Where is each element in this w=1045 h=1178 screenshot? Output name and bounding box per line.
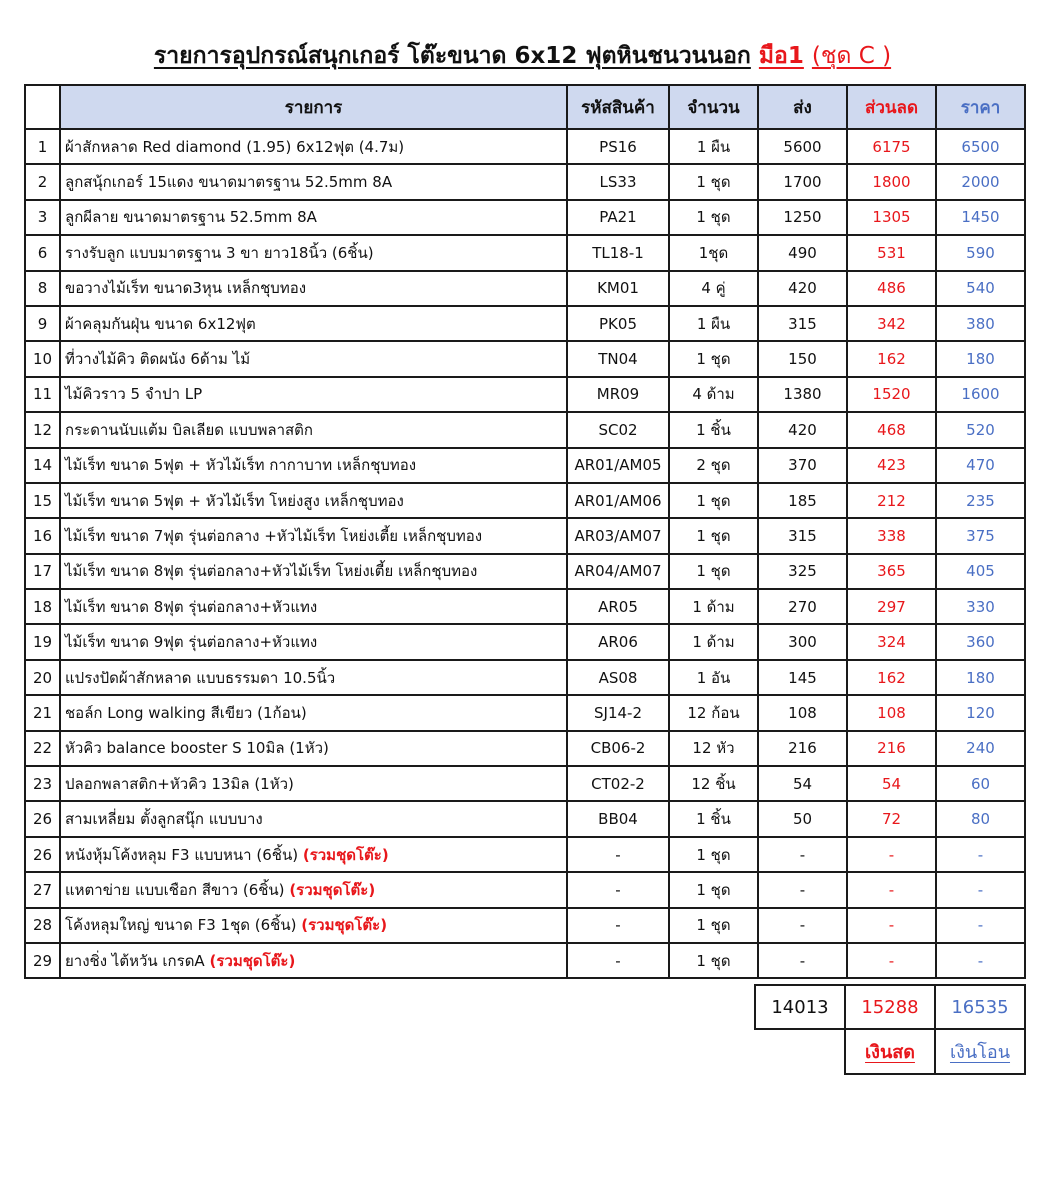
table-row	[25, 801, 1025, 836]
row-item-label: ผ้าคลุมกันฝุ่น ขนาด 6x12ฟุต	[65, 314, 256, 333]
row-item-label: ลูกสนุ้กเกอร์ 15แดง ขนาดมาตรฐาน 52.5mm 8A	[65, 173, 393, 192]
row-number: 28	[25, 908, 60, 943]
row-price: 330	[936, 589, 1025, 624]
row-discount: 297	[847, 589, 936, 624]
table-row	[25, 624, 1025, 659]
row-code: TN04	[567, 341, 669, 376]
table-row	[25, 412, 1025, 447]
table-row	[25, 483, 1025, 518]
table-row	[25, 943, 1025, 978]
row-qty: 1 ด้าม	[669, 589, 758, 624]
table-row	[25, 377, 1025, 412]
row-ship: -	[758, 908, 847, 943]
row-qty: 1 ชุด	[669, 164, 758, 199]
total-ship: 14013	[755, 985, 845, 1029]
row-qty: 12 หัว	[669, 731, 758, 766]
header-discount: ส่วนลด	[847, 85, 936, 129]
row-qty: 1 อัน	[669, 660, 758, 695]
row-item-label: ปลอกพลาสติก+หัวคิว 13มิล (1หัว)	[65, 774, 294, 793]
header-qty: จำนวน	[669, 85, 758, 129]
row-code: AR04/AM07	[567, 554, 669, 589]
row-qty: 12 ชิ้น	[669, 766, 758, 801]
header-item: รายการ	[60, 85, 567, 129]
row-number: 20	[25, 660, 60, 695]
table-row	[25, 341, 1025, 376]
row-item-name	[60, 448, 567, 483]
row-item-name	[60, 943, 567, 978]
row-discount: 108	[847, 695, 936, 730]
row-code: MR09	[567, 377, 669, 412]
row-price: 520	[936, 412, 1025, 447]
row-code: KM01	[567, 271, 669, 306]
row-qty: 1 ชุด	[669, 341, 758, 376]
row-item-label: ลูกผีลาย ขนาดมาตรฐาน 52.5mm 8A	[65, 208, 317, 227]
row-qty: 4 ด้าม	[669, 377, 758, 412]
row-item-label: แหตาข่าย แบบเชือก สีขาว (6ชิ้น)	[65, 880, 285, 899]
row-ship: 370	[758, 448, 847, 483]
total-discount: 15288	[845, 985, 935, 1029]
row-ship: 315	[758, 518, 847, 553]
row-number: 11	[25, 377, 60, 412]
totals-row	[755, 985, 1025, 1029]
row-code: SJ14-2	[567, 695, 669, 730]
row-ship: 1250	[758, 200, 847, 235]
row-price: -	[936, 872, 1025, 907]
row-item-name	[60, 235, 567, 270]
row-price: 1600	[936, 377, 1025, 412]
header-ship: ส่ง	[758, 85, 847, 129]
row-code: -	[567, 908, 669, 943]
row-ship: 54	[758, 766, 847, 801]
row-code: SC02	[567, 412, 669, 447]
row-qty: 1 ด้าม	[669, 624, 758, 659]
total-price: 16535	[935, 985, 1025, 1029]
row-item-name	[60, 200, 567, 235]
row-ship: -	[758, 872, 847, 907]
row-discount: 216	[847, 731, 936, 766]
row-price: 470	[936, 448, 1025, 483]
row-discount: 338	[847, 518, 936, 553]
row-number: 27	[25, 872, 60, 907]
row-item-label: กระดานนับแต้ม บิลเลียด แบบพลาสติก	[65, 420, 313, 439]
row-item-name	[60, 412, 567, 447]
row-qty: 1 ชิ้น	[669, 412, 758, 447]
row-number: 9	[25, 306, 60, 341]
row-ship: 315	[758, 306, 847, 341]
row-ship: 270	[758, 589, 847, 624]
row-item-name	[60, 164, 567, 199]
row-discount: 531	[847, 235, 936, 270]
row-item-label: ขอวางไม้เร็ท ขนาด3หุน เหล็กชุบทอง	[65, 279, 307, 298]
row-discount: 365	[847, 554, 936, 589]
row-code: AR03/AM07	[567, 518, 669, 553]
row-ship: 50	[758, 801, 847, 836]
row-item-name	[60, 837, 567, 872]
row-number: 18	[25, 589, 60, 624]
row-price: 60	[936, 766, 1025, 801]
row-item-name	[60, 872, 567, 907]
row-number: 17	[25, 554, 60, 589]
row-code: LS33	[567, 164, 669, 199]
row-discount: 212	[847, 483, 936, 518]
payment-blank	[755, 1029, 845, 1074]
row-code: AR01/AM05	[567, 448, 669, 483]
cash-label: เงินสด	[845, 1029, 935, 1074]
row-ship: 420	[758, 271, 847, 306]
row-qty: 1 ชิ้น	[669, 801, 758, 836]
row-qty: 2 ชุด	[669, 448, 758, 483]
row-discount: -	[847, 872, 936, 907]
row-price: 540	[936, 271, 1025, 306]
row-qty: 1 ผืน	[669, 129, 758, 164]
equipment-table	[24, 84, 1026, 979]
row-discount: 162	[847, 341, 936, 376]
row-number: 10	[25, 341, 60, 376]
row-item-name	[60, 341, 567, 376]
row-item-label: รางรับลูก แบบมาตรฐาน 3 ขา ยาว18นิ้ว (6ชิ้น)	[65, 243, 374, 262]
row-qty: 1 ชุด	[669, 872, 758, 907]
table-body	[25, 129, 1025, 978]
row-number: 15	[25, 483, 60, 518]
row-item-name	[60, 801, 567, 836]
row-ship: 5600	[758, 129, 847, 164]
row-number: 1	[25, 129, 60, 164]
transfer-label: เงินโอน	[935, 1029, 1025, 1074]
row-discount: 72	[847, 801, 936, 836]
row-included-note: (รวมชุดโต๊ะ)	[302, 845, 389, 864]
row-number: 21	[25, 695, 60, 730]
row-item-label: หนังหุ้มโค้งหลุม F3 แบบหนา (6ชิ้น)	[65, 845, 299, 864]
row-discount: 342	[847, 306, 936, 341]
row-item-name	[60, 589, 567, 624]
row-price: 375	[936, 518, 1025, 553]
table-row	[25, 306, 1025, 341]
row-item-label: ไม้เร็ท ขนาด 8ฟุต รุ่นต่อกลาง+หัวแทง	[65, 597, 318, 616]
row-item-name	[60, 624, 567, 659]
row-discount: 468	[847, 412, 936, 447]
row-discount: 423	[847, 448, 936, 483]
row-number: 26	[25, 801, 60, 836]
row-number: 3	[25, 200, 60, 235]
row-discount: 324	[847, 624, 936, 659]
row-number: 2	[25, 164, 60, 199]
table-row	[25, 908, 1025, 943]
row-item-name	[60, 377, 567, 412]
row-discount: 1520	[847, 377, 936, 412]
row-item-name	[60, 129, 567, 164]
row-code: AS08	[567, 660, 669, 695]
row-item-label: ไม้เร็ท ขนาด 9ฟุต รุ่นต่อกลาง+หัวแทง	[65, 633, 318, 652]
row-code: AR01/AM06	[567, 483, 669, 518]
row-ship: 490	[758, 235, 847, 270]
row-item-label: ไม้เร็ท ขนาด 8ฟุต รุ่นต่อกลาง+หัวไม้เร็ท โหย่งเตี้ย เหล็กชุบทอง	[65, 562, 478, 581]
row-price: -	[936, 837, 1025, 872]
payment-row	[755, 1029, 1025, 1074]
table-row	[25, 235, 1025, 270]
row-code: PA21	[567, 200, 669, 235]
row-price: -	[936, 943, 1025, 978]
table-row	[25, 837, 1025, 872]
row-code: CT02-2	[567, 766, 669, 801]
row-price: 120	[936, 695, 1025, 730]
table-header-row	[25, 85, 1025, 129]
row-item-label: แปรงปัดผ้าสักหลาด แบบธรรมดา 10.5นิ้ว	[65, 668, 336, 687]
row-included-note: (รวมชุดโต๊ะ)	[209, 951, 296, 970]
row-item-label: ยางชิ่ง ไต้หวัน เกรดA	[65, 951, 205, 970]
table-row	[25, 695, 1025, 730]
row-price: -	[936, 908, 1025, 943]
row-qty: 1 ผืน	[669, 306, 758, 341]
row-ship: 420	[758, 412, 847, 447]
row-discount: -	[847, 837, 936, 872]
page-title	[0, 38, 1045, 74]
row-item-name	[60, 908, 567, 943]
title-main: รายการอุปกรณ์สนุกเกอร์ โต๊ะขนาด 6x12 ฟุตหินชนวนนอก	[153, 43, 751, 69]
row-price: 240	[936, 731, 1025, 766]
row-number: 29	[25, 943, 60, 978]
row-code: PK05	[567, 306, 669, 341]
row-code: CB06-2	[567, 731, 669, 766]
row-item-name	[60, 483, 567, 518]
header-price: ราคา	[936, 85, 1025, 129]
row-price: 80	[936, 801, 1025, 836]
row-number: 8	[25, 271, 60, 306]
row-discount: 486	[847, 271, 936, 306]
table-row	[25, 731, 1025, 766]
row-number: 19	[25, 624, 60, 659]
row-code: AR05	[567, 589, 669, 624]
row-discount: 54	[847, 766, 936, 801]
row-discount: -	[847, 908, 936, 943]
row-price: 2000	[936, 164, 1025, 199]
row-qty: 1 ชุด	[669, 908, 758, 943]
row-price: 235	[936, 483, 1025, 518]
row-qty: 12 ก้อน	[669, 695, 758, 730]
table-row	[25, 164, 1025, 199]
row-item-label: ไม้เร็ท ขนาด 7ฟุต รุ่นต่อกลาง +หัวไม้เร็ท โหย่งเตี้ย เหล็กชุบทอง	[65, 526, 483, 545]
row-qty: 1 ชุด	[669, 943, 758, 978]
row-included-note: (รวมชุดโต๊ะ)	[289, 880, 376, 899]
row-item-label: ไม้เร็ท ขนาด 5ฟุต + หัวไม้เร็ท กากาบาท เหล็กชุบทอง	[65, 456, 417, 475]
row-ship: 1380	[758, 377, 847, 412]
row-code: -	[567, 837, 669, 872]
row-number: 16	[25, 518, 60, 553]
row-code: -	[567, 943, 669, 978]
row-item-label: ไม้คิวราว 5 จำปา LP	[65, 385, 203, 404]
row-code: AR06	[567, 624, 669, 659]
row-item-name	[60, 660, 567, 695]
row-item-name	[60, 554, 567, 589]
table-row	[25, 518, 1025, 553]
row-price: 6500	[936, 129, 1025, 164]
table-row	[25, 200, 1025, 235]
row-ship: 216	[758, 731, 847, 766]
row-item-label: ที่วางไม้คิว ติดผนัง 6ด้าม ไม้	[65, 350, 251, 369]
row-item-label: หัวคิว balance booster S 10มิล (1หัว)	[65, 739, 329, 758]
row-price: 590	[936, 235, 1025, 270]
row-code: -	[567, 872, 669, 907]
row-qty: 4 คู่	[669, 271, 758, 306]
row-number: 6	[25, 235, 60, 270]
row-item-label: ผ้าสักหลาด Red diamond (1.95) 6x12ฟุต (4.7ม)	[65, 137, 405, 156]
row-ship: 325	[758, 554, 847, 589]
row-price: 180	[936, 660, 1025, 695]
row-item-label: โค้งหลุมใหญ่ ขนาด F3 1ชุด (6ชิ้น)	[65, 916, 297, 935]
row-price: 405	[936, 554, 1025, 589]
header-no	[25, 85, 60, 129]
row-price: 180	[936, 341, 1025, 376]
row-item-label: ไม้เร็ท ขนาด 5ฟุต + หัวไม้เร็ท โหย่งสูง เหล็กชุบทอง	[65, 491, 404, 510]
row-item-name	[60, 518, 567, 553]
table-row	[25, 271, 1025, 306]
row-ship: -	[758, 943, 847, 978]
row-price: 1450	[936, 200, 1025, 235]
row-number: 26	[25, 837, 60, 872]
row-number: 22	[25, 731, 60, 766]
row-qty: 1 ชุด	[669, 200, 758, 235]
row-item-name	[60, 271, 567, 306]
header-code: รหัสสินค้า	[567, 85, 669, 129]
row-included-note: (รวมชุดโต๊ะ)	[301, 916, 388, 935]
row-discount: -	[847, 943, 936, 978]
row-ship: 300	[758, 624, 847, 659]
row-qty: 1 ชุด	[669, 554, 758, 589]
row-code: BB04	[567, 801, 669, 836]
row-item-name	[60, 731, 567, 766]
table-row	[25, 129, 1025, 164]
row-code: PS16	[567, 129, 669, 164]
table-row	[25, 766, 1025, 801]
row-ship: 108	[758, 695, 847, 730]
row-number: 14	[25, 448, 60, 483]
row-discount: 1800	[847, 164, 936, 199]
row-code: TL18-1	[567, 235, 669, 270]
row-qty: 1 ชุด	[669, 837, 758, 872]
title-set: (ชุด C )	[811, 43, 892, 69]
row-discount: 162	[847, 660, 936, 695]
row-item-name	[60, 766, 567, 801]
row-ship: 145	[758, 660, 847, 695]
row-item-label: สามเหลี่ยม ตั้งลูกสนุ๊ก แบบบาง	[65, 810, 263, 829]
row-item-label: ชอล์ก Long walking สีเขียว (1ก้อน)	[65, 703, 307, 722]
row-qty: 1 ชุด	[669, 483, 758, 518]
table-row	[25, 448, 1025, 483]
table-row	[25, 872, 1025, 907]
row-qty: 1 ชุด	[669, 518, 758, 553]
row-ship: 185	[758, 483, 847, 518]
row-qty: 1ชุด	[669, 235, 758, 270]
row-price: 380	[936, 306, 1025, 341]
table-row	[25, 589, 1025, 624]
title-hand: มือ1	[758, 43, 804, 69]
row-ship: 1700	[758, 164, 847, 199]
table-row	[25, 660, 1025, 695]
totals-table	[754, 984, 1026, 1075]
row-ship: -	[758, 837, 847, 872]
table-row	[25, 554, 1025, 589]
row-item-name	[60, 306, 567, 341]
row-number: 23	[25, 766, 60, 801]
row-discount: 1305	[847, 200, 936, 235]
row-item-name	[60, 695, 567, 730]
row-discount: 6175	[847, 129, 936, 164]
row-number: 12	[25, 412, 60, 447]
row-ship: 150	[758, 341, 847, 376]
row-price: 360	[936, 624, 1025, 659]
